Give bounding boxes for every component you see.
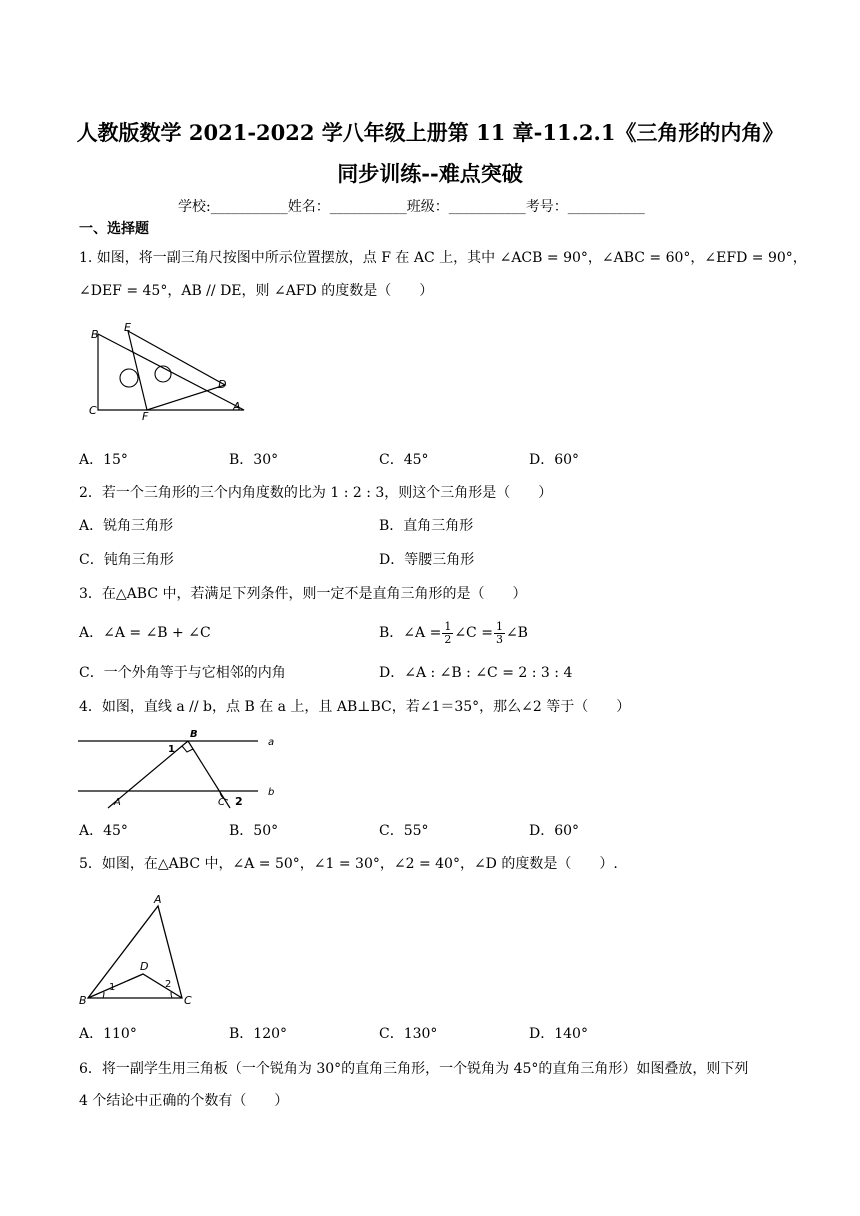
q6-text-line1: 6．将一副学生用三角板（一个锐角为 30°的直角三角形，一个锐角为 45°的直角三角形）如图叠放，则下列 xyxy=(79,1061,749,1077)
q5-option-a[interactable]: A．110° xyxy=(79,1026,137,1042)
q2-option-d[interactable]: D．等腰三角形 xyxy=(379,552,475,568)
q2-option-b[interactable]: B．直角三角形 xyxy=(379,518,474,534)
q3-optb-fraction-1-num: 1 xyxy=(444,619,452,633)
q4-label-angle-2: 2 xyxy=(235,795,243,808)
q3-optb-fraction-1 xyxy=(442,621,453,646)
q5-option-c[interactable]: C．130° xyxy=(379,1026,438,1042)
q1-option-b[interactable]: B．30° xyxy=(229,452,279,468)
q4-option-c[interactable]: C．55° xyxy=(379,823,429,839)
q2-option-a[interactable]: A．锐角三角形 xyxy=(79,518,174,534)
q1-text-line1: 1. 如图，将一副三角尺按图中所示位置摆放，点 F 在 AC 上，其中 ∠ACB = 90°，∠ABC = 60°，∠EFD = 90°， xyxy=(79,250,807,266)
q4-figure xyxy=(78,724,288,810)
student-info-line: 学校:___________姓名：___________班级：___________考号：___________ xyxy=(178,199,645,215)
q5-option-d[interactable]: D．140° xyxy=(529,1026,588,1042)
q4-label-c: C xyxy=(218,797,225,808)
q5-label-b: B xyxy=(79,994,87,1007)
page-subtitle: 同步训练--难点突破 xyxy=(337,161,523,186)
q1-figure xyxy=(78,318,258,424)
q3-optb-prefix: B．∠A = xyxy=(379,625,442,641)
q3-option-c[interactable]: C．一个外角等于与它相邻的内角 xyxy=(79,665,286,681)
q3-option-b[interactable] xyxy=(379,613,528,653)
q1-label-b: B xyxy=(91,328,99,341)
q1-label-c: C xyxy=(89,404,97,417)
q5-option-b[interactable]: B．120° xyxy=(229,1026,288,1042)
q1-option-a[interactable]: A．15° xyxy=(79,452,128,468)
q4-text: 4．如图，直线 a // b，点 B 在 a 上，且 AB⊥BC，若∠1＝35°，那么∠2 等于（ ） xyxy=(79,699,631,715)
q1-label-f: F xyxy=(142,410,149,423)
q2-option-c[interactable]: C．钝角三角形 xyxy=(79,552,174,568)
q3-option-a[interactable]: A．∠A = ∠B + ∠C xyxy=(79,625,211,641)
q4-label-b-line: b xyxy=(268,787,275,798)
q5-label-a: A xyxy=(154,893,162,906)
q5-figure xyxy=(78,888,208,1008)
q2-text: 2．若一个三角形的三个内角度数的比为 1 : 2 : 3，则这个三角形是（ ） xyxy=(79,485,553,501)
q3-optb-suffix: ∠B xyxy=(505,625,528,641)
q5-label-angle-2: 2 xyxy=(165,979,172,990)
q6-text-line2: 4 个结论中正确的个数有（ ） xyxy=(79,1093,289,1109)
q4-label-a: a xyxy=(268,737,275,748)
q3-optb-fraction-2 xyxy=(494,621,505,646)
q1-label-d: D xyxy=(218,378,227,391)
q3-text: 3．在△ABC 中，若满足下列条件，则一定不是直角三角形的是（ ） xyxy=(79,586,527,602)
q1-label-e: E xyxy=(124,321,131,334)
q4-option-b[interactable]: B．50° xyxy=(229,823,279,839)
q1-option-c[interactable]: C．45° xyxy=(379,452,429,468)
q3-option-d[interactable]: D．∠A : ∠B : ∠C = 2 : 3 : 4 xyxy=(379,665,573,681)
q3-optb-mid: ∠C = xyxy=(454,625,493,641)
q5-label-c: C xyxy=(184,994,192,1007)
q4-option-d[interactable]: D．60° xyxy=(529,823,580,839)
q4-label-a-point: A xyxy=(114,797,121,808)
q1-label-a: A xyxy=(233,400,241,413)
q4-label-b: B xyxy=(190,729,198,740)
q1-text-line2: ∠DEF = 45°，AB // DE，则 ∠AFD 的度数是（ ） xyxy=(79,283,434,299)
q4-label-angle-1: 1 xyxy=(168,744,175,755)
q4-option-a[interactable]: A．45° xyxy=(79,823,128,839)
q5-text: 5．如图，在△ABC 中，∠A = 50°，∠1 = 30°，∠2 = 40°，∠D 的度数是（ ）. xyxy=(79,856,618,872)
q3-optb-fraction-1-den: 2 xyxy=(444,632,452,646)
q3-optb-fraction-2-den: 3 xyxy=(495,632,503,646)
page-title: 人教版数学 2021-2022 学八年级上册第 11 章-11.2.1《三角形的内角》 xyxy=(76,120,784,145)
section-heading: 一、选择题 xyxy=(79,221,149,237)
q1-option-d[interactable]: D．60° xyxy=(529,452,580,468)
q3-optb-fraction-2-num: 1 xyxy=(495,619,503,633)
q5-label-angle-1: 1 xyxy=(109,982,116,993)
q5-label-d: D xyxy=(140,960,149,973)
